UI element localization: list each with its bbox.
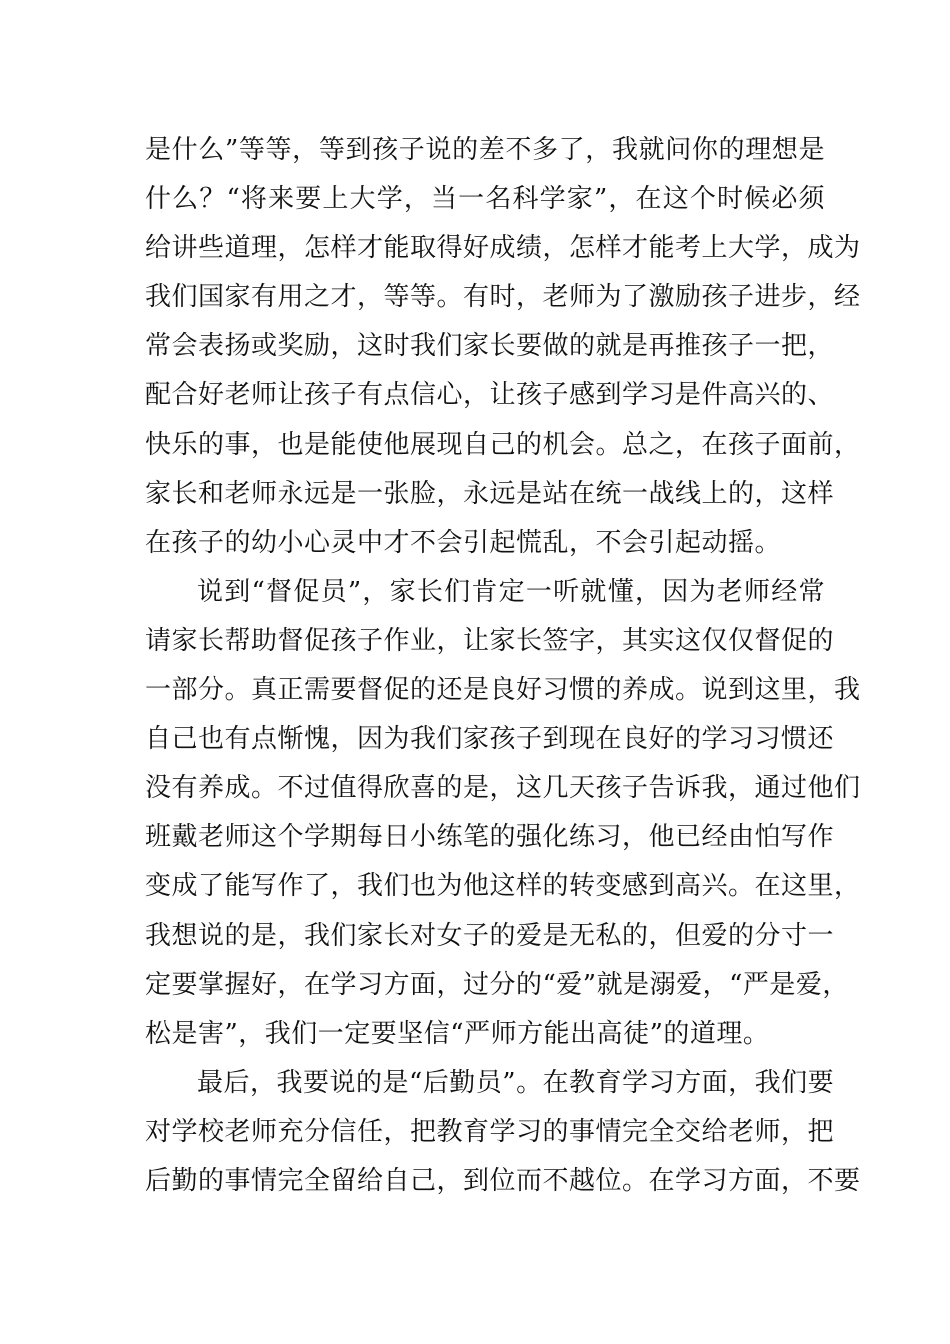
paragraph-first-line: 最后，我要说的是“后勤员”。在教育学习方面，我们要 [197, 1067, 835, 1098]
text-line: 班戴老师这个学期每日小练笔的强化练习，他已经由怕写作 [145, 822, 835, 853]
text-line: 我想说的是，我们家长对女子的爱是无私的，但爱的分寸一 [145, 920, 835, 951]
text-line: 什么？“将来要上大学，当一名科学家”，在这个时候必须 [145, 184, 825, 215]
text-line: 快乐的事，也是能使他展现自己的机会。总之，在孩子面前， [145, 429, 861, 460]
text-line: 给讲些道理，怎样才能取得好成绩，怎样才能考上大学，成为 [145, 233, 861, 264]
text-line: 变成了能写作了，我们也为他这样的转变感到高兴。在这里， [145, 871, 861, 902]
text-line: 一部分。真正需要督促的还是良好习惯的养成。说到这里，我 [145, 675, 861, 706]
paragraph-first-line: 说到“督促员”，家长们肯定一听就懂，因为老师经常 [197, 576, 825, 607]
text-line: 后勤的事情完全留给自己，到位而不越位。在学习方面，不要 [145, 1165, 861, 1196]
text-line: 对学校老师充分信任，把教育学习的事情完全交给老师，把 [145, 1116, 835, 1147]
text-line: 松是害”，我们一定要坚信“严师方能出高徒”的道理。 [145, 1018, 770, 1049]
text-line: 配合好老师让孩子有点信心，让孩子感到学习是件高兴的、 [145, 380, 835, 411]
text-line: 家长和老师永远是一张脸，永远是站在统一战线上的，这样 [145, 478, 835, 509]
text-line: 在孩子的幼小心灵中才不会引起慌乱，不会引起动摇。 [145, 527, 782, 558]
text-line: 自己也有点惭愧，因为我们家孩子到现在良好的学习习惯还 [145, 724, 835, 755]
text-line: 是什么”等等，等到孩子说的差不多了，我就问你的理想是 [145, 135, 825, 165]
body-text [145, 126, 861, 1206]
text-line: 常会表扬或奖励，这时我们家长要做的就是再推孩子一把， [145, 331, 835, 362]
text-line: 没有养成。不过值得欣喜的是，这几天孩子告诉我，通过他们 [145, 773, 861, 804]
text-line: 请家长帮助督促孩子作业，让家长签字，其实这仅仅督促的 [145, 625, 835, 656]
text-line: 定要掌握好，在学习方面，过分的“爱”就是溺爱，“严是爱， [145, 969, 849, 1000]
text-line: 我们国家有用之才，等等。有时，老师为了激励孩子进步，经 [145, 282, 861, 313]
